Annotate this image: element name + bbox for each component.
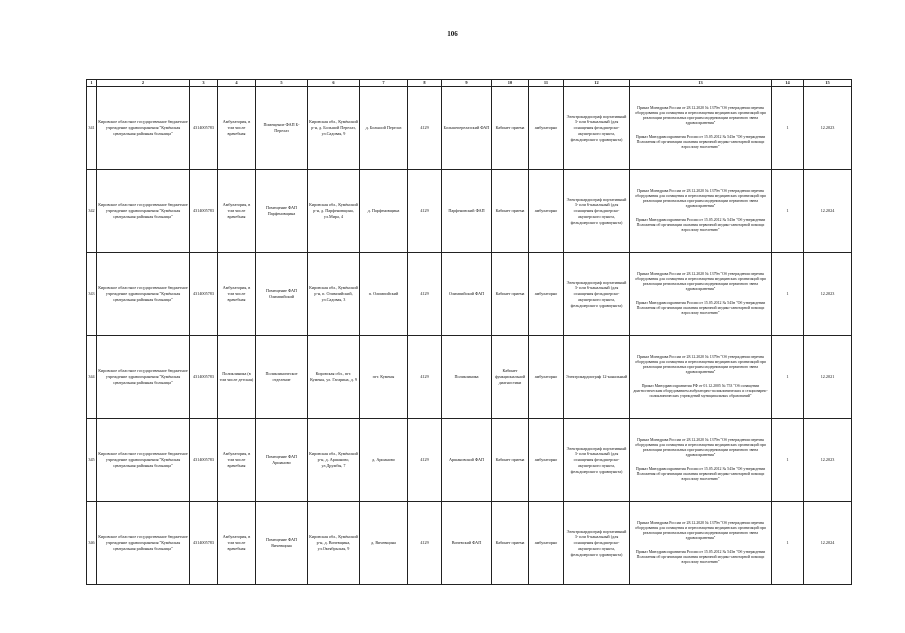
table-row <box>87 336 852 419</box>
code-cell: 4129 <box>408 502 442 585</box>
equipment-cell: Электрокардиограф портативный 3- или 6-канальный (для оснащения фельдшерско-акушерского пункта, фельдшерского здравпункта) <box>564 253 630 336</box>
col-number: 6 <box>308 80 360 87</box>
regulation-text: Приказ Минздрава России от 28.12.2020 № 1379н "Об утверждении перечня оборудования для оснащения и переоснащения медицинских организаций при реализации региональных программ модернизации первичного звена здравоохранения" <box>635 271 766 291</box>
address-cell: Кировская обл., Кумёнский р-н, д. Аршаново, ул.Дружбы, 7 <box>308 419 360 502</box>
date-cell: 12.2021 <box>804 336 852 419</box>
settlement-cell: д. Вичевщина <box>360 502 408 585</box>
cabinet-cell: Кабинет приема <box>492 253 529 336</box>
unit-cell: Аршановский ФАП <box>442 419 492 502</box>
code-cell: 4129 <box>408 170 442 253</box>
col-number: 9 <box>442 80 492 87</box>
premises-cell: Помещение ФАП Олимпийский <box>256 253 308 336</box>
facility-type-cell: Амбулатория, в том числе врачебная <box>218 253 256 336</box>
regulation-text: Приказ Минздравсоцразвития России от 15.05.2012 № 543н "Об утверждении Положения об организации оказания первичной медико-санитарной помощи взрослому населению" <box>635 135 766 150</box>
row-number-cell: 345 <box>87 419 97 502</box>
unit-cell: Поликлиника <box>442 336 492 419</box>
regulation-cell <box>630 253 772 336</box>
regulation-cell <box>630 419 772 502</box>
col-number: 7 <box>360 80 408 87</box>
page-number: 106 <box>447 30 458 38</box>
facility-type-cell: Амбулатория, в том числе врачебная <box>218 502 256 585</box>
regulation-text: Приказ Минздрава России от 28.12.2020 № 1379н "Об утверждении перечня оборудования для оснащения и переоснащения медицинских организаций при реализации региональных программ модернизации первичного звена здравоохранения" <box>635 354 766 374</box>
equipment-cell: Электрокардиограф портативный 3- или 6-канальный (для оснащения фельдшерско-акушерского пункта, фельдшерского здравпункта) <box>564 502 630 585</box>
premises-cell: Помещение ФАП Вичевщина <box>256 502 308 585</box>
cabinet-cell: Кабинет приема <box>492 87 529 170</box>
table-row <box>87 419 852 502</box>
institution-cell: Кировское областное государственное бюджетное учреждение здравоохранения "Кумёнская центральная районная больница" <box>97 253 190 336</box>
equipment-cell: Электрокардиограф 12-канальный <box>564 336 630 419</box>
care-form-cell: амбулаторно <box>529 253 564 336</box>
unit-cell: Вичевский ФАП <box>442 502 492 585</box>
regulation-text: Приказ Минздравсоцразвития России от 15.05.2012 № 543н "Об утверждении Положения об организации оказания первичной медико-санитарной помощи взрослому населению" <box>635 301 766 316</box>
care-form-cell: амбулаторно <box>529 170 564 253</box>
col-number: 10 <box>492 80 529 87</box>
code-cell: 4129 <box>408 419 442 502</box>
settlement-cell: пгт. Кумены <box>360 336 408 419</box>
institution-cell: Кировское областное государственное бюджетное учреждение здравоохранения "Кумёнская центральная районная больница" <box>97 419 190 502</box>
regulation-text: Приказ Минздрава России от 28.12.2020 № 1379н "Об утверждении перечня оборудования для оснащения и переоснащения медицинских организаций при реализации региональных программ модернизации первичного звена здравоохранения" <box>635 437 766 457</box>
facility-type-cell: Поликлиника (в том числе детская) <box>218 336 256 419</box>
quantity-cell: 1 <box>772 419 804 502</box>
address-cell: Кировская обл., Кумёнский р-н, д. Вичевщина, ул.Октябрьская, 9 <box>308 502 360 585</box>
settlement-cell: п. Олимпийский <box>360 253 408 336</box>
col-number: 4 <box>218 80 256 87</box>
unit-cell: Большеперелазский ФАП <box>442 87 492 170</box>
date-cell: 12.2024 <box>804 170 852 253</box>
quantity-cell: 1 <box>772 336 804 419</box>
date-cell: 12.2024 <box>804 502 852 585</box>
row-number-cell: 341 <box>87 87 97 170</box>
equipment-cell: Электрокардиограф портативный 3- или 6-канальный (для оснащения фельдшерско-акушерского пункта, фельдшерского здравпункта) <box>564 87 630 170</box>
regulation-cell <box>630 87 772 170</box>
address-cell: Кировская обл., Кумёнский р-н, д. Большой Перелаз, ул.Садовая, 9 <box>308 87 360 170</box>
equipment-cell: Электрокардиограф портативный 3- или 6-канальный (для оснащения фельдшерско-акушерского пункта, фельдшерского здравпункта) <box>564 170 630 253</box>
address-cell: Кировская обл., Кумёнский р-н, п. Олимпийский, ул.Садовая, 3 <box>308 253 360 336</box>
col-number: 14 <box>772 80 804 87</box>
col-number: 12 <box>564 80 630 87</box>
inn-cell: 4314005783 <box>190 253 218 336</box>
regulation-text: Приказ Минздравсоцразвития России от 15.05.2012 № 543н "Об утверждении Положения об организации оказания первичной медико-санитарной помощи взрослому населению" <box>635 467 766 482</box>
address-cell: Кировская обл., пгт. Кумены, ул. Гагарина, д. 9 <box>308 336 360 419</box>
care-form-cell: амбулаторно <box>529 87 564 170</box>
cabinet-cell: Кабинет приема <box>492 419 529 502</box>
regulation-cell <box>630 170 772 253</box>
facility-type-cell: Амбулатория, в том числе врачебная <box>218 419 256 502</box>
regulation-cell <box>630 502 772 585</box>
facility-type-cell: Амбулатория, в том числе врачебная <box>218 87 256 170</box>
inn-cell: 4314005783 <box>190 502 218 585</box>
institution-cell: Кировское областное государственное бюджетное учреждение здравоохранения "Кумёнская центральная районная больница" <box>97 87 190 170</box>
inn-cell: 4314005783 <box>190 170 218 253</box>
code-cell: 4129 <box>408 336 442 419</box>
regulation-text: Приказ Минздрава России от 28.12.2020 № 1379н "Об утверждении перечня оборудования для оснащения и переоснащения медицинских организаций при реализации региональных программ модернизации первичного звена здравоохранения" <box>635 520 766 540</box>
col-number: 5 <box>256 80 308 87</box>
regulation-cell <box>630 336 772 419</box>
table-row <box>87 87 852 170</box>
institution-cell: Кировское областное государственное бюджетное учреждение здравоохранения "Кумёнская центральная районная больница" <box>97 170 190 253</box>
institution-cell: Кировское областное государственное бюджетное учреждение здравоохранения "Кумёнская центральная районная больница" <box>97 336 190 419</box>
care-form-cell: амбулаторно <box>529 336 564 419</box>
unit-cell: Парфеновский ФАП <box>442 170 492 253</box>
regulation-text: Приказ Минздравсоцразвития РФ от 01.12.2005 № 753 "Об оснащении диагностическим оборудованием амбулаторно-поликлинических и стационарно-поликлинических учреждений муниципальных образований" <box>633 384 768 399</box>
date-cell: 12.2023 <box>804 253 852 336</box>
col-number: 11 <box>529 80 564 87</box>
unit-cell: Олимпийский ФАП <box>442 253 492 336</box>
institution-cell: Кировское областное государственное бюджетное учреждение здравоохранения "Кумёнская центральная районная больница" <box>97 502 190 585</box>
equipment-cell: Электрокардиограф портативный 3- или 6-канальный (для оснащения фельдшерско-акушерского пункта, фельдшерского здравпункта) <box>564 419 630 502</box>
col-number: 3 <box>190 80 218 87</box>
quantity-cell: 1 <box>772 170 804 253</box>
cabinet-cell: Кабинет функциональной диагностики <box>492 336 529 419</box>
row-number-cell: 346 <box>87 502 97 585</box>
col-number: 2 <box>97 80 190 87</box>
column-number-row <box>87 80 852 87</box>
code-cell: 4129 <box>408 87 442 170</box>
col-number: 13 <box>630 80 772 87</box>
quantity-cell: 1 <box>772 87 804 170</box>
inn-cell: 4314005783 <box>190 336 218 419</box>
care-form-cell: амбулаторно <box>529 419 564 502</box>
row-number-cell: 344 <box>87 336 97 419</box>
care-form-cell: амбулаторно <box>529 502 564 585</box>
premises-cell: Поликлиническое отделение <box>256 336 308 419</box>
cabinet-cell: Кабинет приема <box>492 170 529 253</box>
premises-cell: Помещение ФАП Аршаново <box>256 419 308 502</box>
col-number: 15 <box>804 80 852 87</box>
regulation-text: Приказ Минздравсоцразвития России от 15.05.2012 № 543н "Об утверждении Положения об организации оказания первичной медико-санитарной помощи взрослому населению" <box>635 550 766 565</box>
settlement-cell: д. Большой Перелаз <box>360 87 408 170</box>
settlement-cell: д. Аршаново <box>360 419 408 502</box>
inn-cell: 4314005783 <box>190 419 218 502</box>
settlement-cell: д. Парфеновщина <box>360 170 408 253</box>
facility-type-cell: Амбулатория, в том числе врачебная <box>218 170 256 253</box>
regulation-text: Приказ Минздрава России от 28.12.2020 № 1379н "Об утверждении перечня оборудования для оснащения и переоснащения медицинских организаций при реализации региональных программ модернизации первичного звена здравоохранения" <box>635 105 766 125</box>
date-cell: 12.2023 <box>804 419 852 502</box>
premises-cell: Помещение ФАП Парфеновщина <box>256 170 308 253</box>
premises-cell: Помещение ФАП Б-Перелаз <box>256 87 308 170</box>
regulation-text: Приказ Минздрава России от 28.12.2020 № 1379н "Об утверждении перечня оборудования для оснащения и переоснащения медицинских организаций при реализации региональных программ модернизации первичного звена здравоохранения" <box>635 188 766 208</box>
cabinet-cell: Кабинет приема <box>492 502 529 585</box>
address-cell: Кировская обл., Кумёнский р-н, д. Парфеновщина, ул.Мира, 4 <box>308 170 360 253</box>
table-row <box>87 502 852 585</box>
col-number: 8 <box>408 80 442 87</box>
quantity-cell: 1 <box>772 253 804 336</box>
equipment-table <box>86 79 852 585</box>
col-number: 1 <box>87 80 97 87</box>
table-row <box>87 170 852 253</box>
inn-cell: 4314005783 <box>190 87 218 170</box>
regulation-text: Приказ Минздравсоцразвития России от 15.05.2012 № 543н "Об утверждении Положения об организации оказания первичной медико-санитарной помощи взрослому населению" <box>635 218 766 233</box>
row-number-cell: 343 <box>87 253 97 336</box>
table-row <box>87 253 852 336</box>
code-cell: 4129 <box>408 253 442 336</box>
date-cell: 12.2023 <box>804 87 852 170</box>
quantity-cell: 1 <box>772 502 804 585</box>
row-number-cell: 342 <box>87 170 97 253</box>
